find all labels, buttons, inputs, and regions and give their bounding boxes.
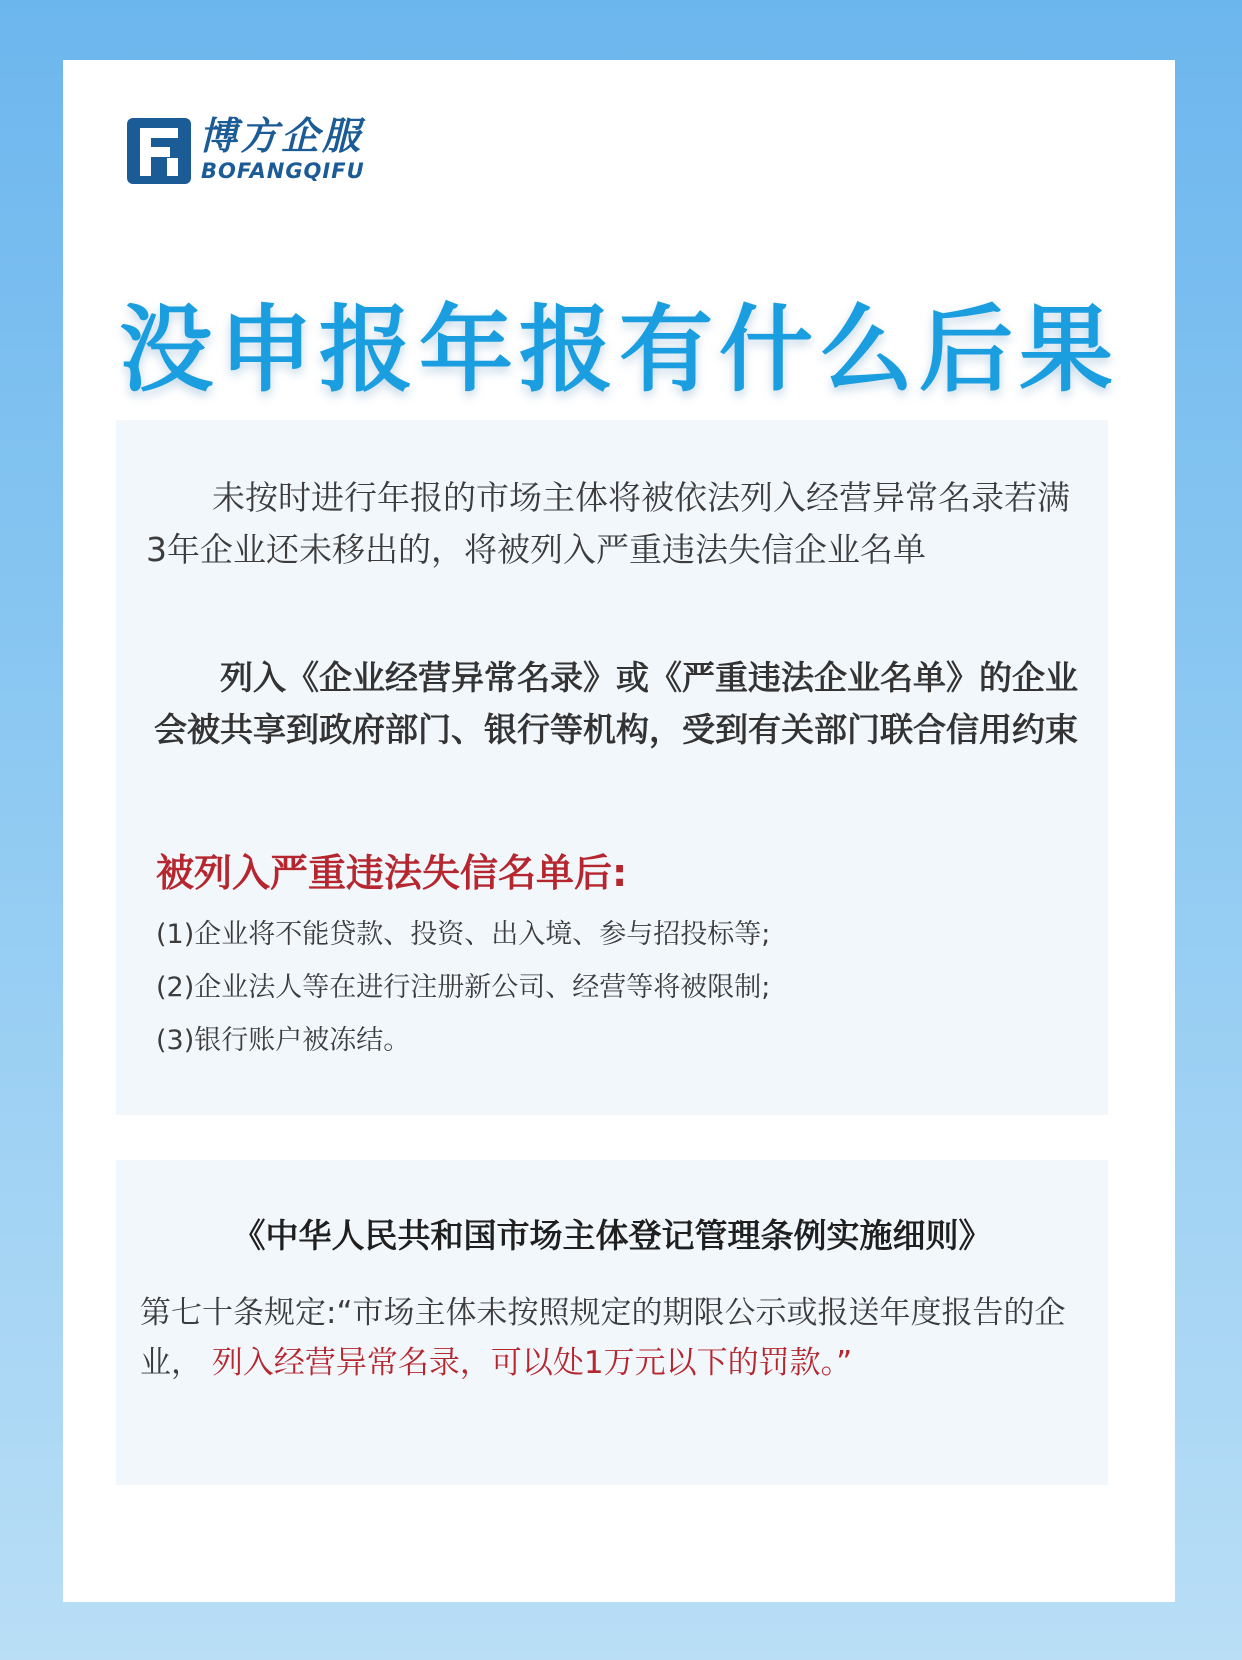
regulation-text-highlight: 列入经营异常名录，可以处1万元以下的罚款。” bbox=[211, 1345, 853, 1381]
regulation-text bbox=[140, 1288, 1090, 1388]
regulation-panel bbox=[116, 1160, 1108, 1485]
list-item: (3)银行账户被冻结。 bbox=[156, 1025, 411, 1056]
regulation-title: 《中华人民共和国市场主体登记管理条例实施细则》 bbox=[232, 1216, 992, 1255]
brand-name-en: BOFANGQIFU bbox=[201, 159, 365, 183]
page-title: 没申报年报有什么后果 bbox=[118, 295, 1119, 405]
letter-f-logo-icon bbox=[127, 118, 191, 184]
blacklist-heading: 被列入严重违法失信名单后: bbox=[156, 851, 628, 895]
consequence-list bbox=[156, 908, 770, 1067]
brand-name-cn: 博方企服 bbox=[199, 114, 364, 158]
regulation-text-plain: 第七十条规定:“市场主体未按照规定的期限公示或报送年度报告的企业， bbox=[140, 1295, 1066, 1381]
abnormal-list-paragraph: 未按时进行年报的市场主体将被依法列入经营异常名录若满3年企业还未移出的，将被列入严重违法失信企业名单 bbox=[146, 478, 1070, 569]
list-item: (2)企业法人等在进行注册新公司、经营等将被限制; bbox=[156, 972, 771, 1003]
poster-card bbox=[63, 60, 1175, 1602]
list-item: (1)企业将不能贷款、投资、出入境、参与招投标等; bbox=[156, 919, 771, 950]
credit-restriction-paragraph: 列入《企业经营异常名录》或《严重违法企业名单》的企业会被共享到政府部门、银行等机构，受到有关部门联合信用约束 bbox=[154, 658, 1078, 749]
brand-logo bbox=[127, 114, 387, 186]
consequences-panel bbox=[116, 420, 1108, 1115]
